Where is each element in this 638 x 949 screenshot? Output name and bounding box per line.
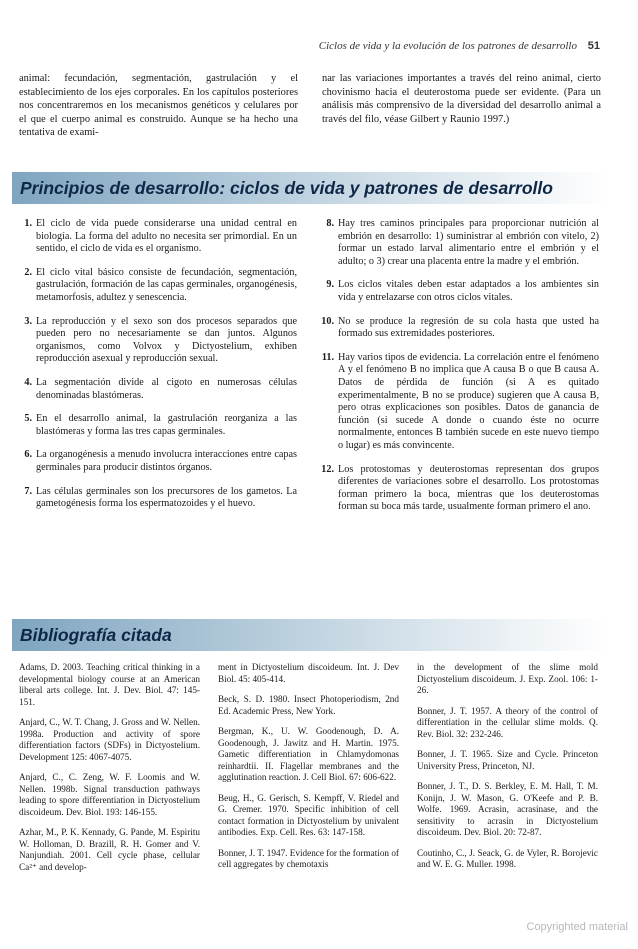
- principle-item: [321, 279, 599, 304]
- principle-item: [19, 486, 297, 511]
- bibliography-col-3: [417, 662, 598, 882]
- principle-item: [19, 377, 297, 402]
- principle-number: 8.: [326, 218, 334, 229]
- principles-col-right: [321, 218, 599, 525]
- page-number: 51: [587, 40, 600, 52]
- intro-col-1: animal: fecundación, segmentación, gastrulación y el establecimiento de los ejes corporales. En los capítulos posteriores nos concentraremos en los mecanismos genéticos y celulares por el que el cuerpo animal es construido. Aunque se ha hecho una tentativa de exami-: [19, 73, 298, 138]
- reference-entry: Bonner, J. T., D. S. Berkley, E. M. Hall, T. M. Konijn, J. W. Mason, G. O'Keefe and P. B. Wolfe. 1969. Acrasin, acrasinase, and the sensitivity to acrasin in Dictyostelium discoideum. Dev. Biol. 20: 72-87.: [417, 781, 598, 837]
- bibliography-col-1: [19, 662, 200, 882]
- principle-number: 3.: [24, 315, 32, 327]
- intro-text: [19, 72, 602, 140]
- principle-number: 9.: [326, 279, 334, 291]
- principle-text: La reproducción y el sexo son dos procesos separados que pueden pero no necesariamente se dan juntos. Algunos organismos, como Volvox y Dictyostelium, exhiben reproducción asexual y reproducción sexual.: [36, 315, 297, 365]
- principle-number: 5.: [24, 413, 32, 425]
- principle-number: 7.: [24, 485, 32, 497]
- principles-col-left: [19, 218, 297, 525]
- principle-number: 1.: [24, 218, 32, 229]
- principle-text: Los protostomas y deuterostomas representan dos grupos diferentes de variaciones sobre el desarrollo. Los protostomas forman primero la boca, mientras que los deuterostomas forman su boca más tarde, usualmente forman primero el ano.: [338, 463, 599, 513]
- principle-text: La organogénesis a menudo involucra interacciones entre capas germinales para producir distintos órganos.: [36, 449, 297, 473]
- principle-number: 4.: [24, 376, 32, 388]
- principle-number: 12.: [321, 463, 334, 475]
- reference-entry: Bonner, J. T. 1957. A theory of the control of differentiation in the cellular slime molds. Q. Rev. Biol. 32: 232-246.: [417, 705, 598, 739]
- principle-item: [19, 316, 297, 366]
- intro-col-2: nar las variaciones importantes a través del reino animal, cierto chovinismo hacia el deuterostoma puede ser evidente. (Para un análisis más comprensivo de la diversidad del desarrollo animal a través del filo, véase Gilbert y Raunio 1997.): [322, 73, 601, 125]
- principle-text: El ciclo vital básico consiste de fecundación, segmentación, gastrulación, formación de las capas germinales, organogénesis, metamorfosis, adultez y senescencia.: [36, 266, 297, 303]
- principle-text: Las células germinales son los precursores de los gametos. La gametogénesis forma los espermatozoides y el huevo.: [36, 485, 297, 510]
- reference-entry: Beug, H., G. Gerisch, S. Kempff, V. Riedel and G. Cremer. 1970. Specific inhibition of cell contact formation in Dictyostelium by univalent antibodies. Exp. Cell. Res. 63: 147-158.: [218, 792, 399, 837]
- section-heading-bibliography: Bibliografía citada: [12, 619, 612, 651]
- reference-entry: ment in Dictyostelium discoideum. Int. J. Dev Biol. 45: 405-414.: [218, 662, 399, 684]
- principle-item: [19, 413, 297, 438]
- principle-text: Los ciclos vitales deben estar adaptados a los ambientes sin vida y entrelazarse con otros ciclos vitales.: [338, 279, 599, 303]
- reference-entry: Bonner, J. T. 1965. Size and Cycle. Princeton University Press, Princeton, NJ.: [417, 749, 598, 771]
- reference-entry: Bonner, J. T. 1947. Evidence for the formation of cell aggregates by chemotaxis: [218, 847, 399, 869]
- principle-text: Hay tres caminos principales para proporcionar nutrición al embrión en desarrollo: 1) suministrar al embrión con vitelo, 2) formar un estado larval alimentario entre el embrión y el adulto; o 3) crear una placenta entre la madre y el embrión.: [338, 218, 599, 267]
- principle-text: El ciclo de vida puede considerarse una unidad central en biología. La forma del adulto no necesita ser primordial. En un sentido, el ciclo de vida es el organismo.: [36, 218, 297, 255]
- principle-text: En el desarrollo animal, la gastrulación reorganiza a las blastómeras y forma las tres capas germinales.: [36, 413, 297, 437]
- reference-entry: Bergman, K., U. W. Goodenough, D. A. Goodenough, J. Jawitz and H. Martin. 1975. Gametic differentiation in Chlamydomonas reinhardtii. II. Flagellar membranes and the agglutination reaction. J. Cell Biol. 67: 606-622.: [218, 726, 399, 782]
- principle-text: No se produce la regresión de su cola hasta que usted ha formado sus extremidades posteriores.: [338, 315, 599, 340]
- copyright-watermark: Copyrighted material: [526, 921, 628, 933]
- principle-item: [321, 218, 599, 268]
- section-heading-principles: Principios de desarrollo: ciclos de vida y patrones de desarrollo: [12, 172, 612, 204]
- principle-text: La segmentación divide al cigoto en numerosas células denominadas blastómeras.: [36, 376, 297, 401]
- running-title: Ciclos de vida y la evolución de los patrones de desarrollo: [318, 40, 577, 52]
- principle-item: [321, 316, 599, 341]
- principles-list: [19, 218, 599, 525]
- principle-number: 6.: [24, 449, 32, 461]
- principle-item: [321, 464, 599, 514]
- principle-item: [19, 267, 297, 305]
- reference-entry: Coutinho, C., J. Seack, G. de Vyler, R. Borojevic and W. E. G. Muller. 1998.: [417, 847, 598, 869]
- reference-entry: in the development of the slime mold Dictyostelium discoideum. J. Exp. Zool. 106: 1-26.: [417, 662, 598, 695]
- principle-number: 10.: [321, 315, 334, 327]
- bibliography: [19, 662, 599, 882]
- principle-item: [19, 449, 297, 474]
- reference-entry: Beck, S. D. 1980. Insect Photoperiodism, 2nd Ed. Academic Press, New York.: [218, 694, 399, 716]
- principle-text: Hay varios tipos de evidencia. La correlación entre el fenómeno A y el fenómeno B no implica que A causa B o que B causa A. Datos de pérdida de función (si A es quitado experimentalmente, B no se produce) sugieren que A causa B, pero otras explicaciones son posibles. Datos de ganancia de función (si sucede A donde o cuando éste no ocurre normalmente, entonces B también sucede en este nuevo tiempo o lugar) es más convincente.: [338, 351, 599, 451]
- reference-entry: Anjard, C., C. Zeng, W. F. Loomis and W. Nellen. 1998b. Signal transduction pathways leading to spore differentiation in Dictyostelium discoideum. Dev. Biol. 193: 146-155.: [19, 772, 200, 817]
- bibliography-col-2: [218, 662, 399, 882]
- principle-number: 11.: [321, 351, 334, 363]
- reference-entry: Azhar, M., P. K. Kennady, G. Pande, M. Espiritu W. Holloman, D. Brazill, R. H. Gomer and V. Nanjundiah. 2001. Cell cycle phase, cellular Ca²⁺ and develop-: [19, 827, 200, 872]
- principle-item: [321, 352, 599, 453]
- reference-entry: Anjard, C., W. T. Chang, J. Gross and W. Nellen. 1998a. Production and activity of spore differentiation factors (SDFs) in Dictyostelium. Development 125: 4067-4075.: [19, 717, 200, 762]
- reference-entry: Adams, D. 2003. Teaching critical thinking in a developmental biology course at an American liberal arts college. Int. J. Dev. Biol. 47: 145-151.: [19, 662, 200, 707]
- principle-number: 2.: [24, 266, 32, 278]
- principle-item: [19, 218, 297, 256]
- running-header: [0, 40, 600, 52]
